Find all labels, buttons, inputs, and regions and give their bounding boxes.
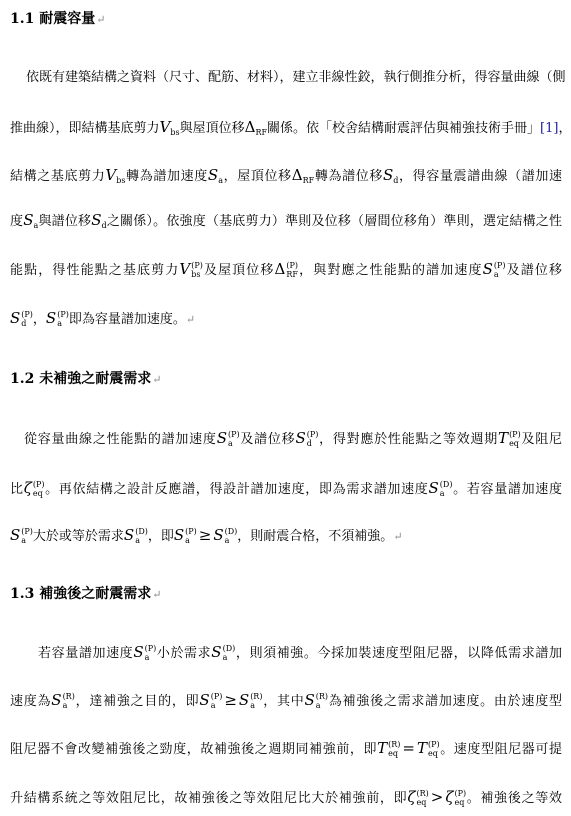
math-symbol: $V_{bs}$ xyxy=(159,118,180,137)
math-symbol: S (P) a xyxy=(133,643,157,662)
citation-ref: [1] xyxy=(540,121,559,136)
math-symbol: S (D) a xyxy=(213,526,238,545)
text-line: 若容量譜加速度S (P) a 小於需求S (D) a ，則須補強。今採加裝速度型阻尼器，以降低需求譜加 xyxy=(38,643,562,662)
math-symbol: Δ (P) RF xyxy=(274,260,298,279)
math-operator: ≥ xyxy=(198,526,212,544)
section-heading-1-3: 1.3 補強後之耐震需求↵ xyxy=(10,586,162,602)
text-line: 速度為S (R) a ，達補強之目的，即S (P) a ≥ S (R) a ，其中S (R) a 為補強後之需求譜加速度。由於速度型 xyxy=(10,691,562,710)
text-line: 度$S_a$與譜位移$S_d$之關係）。依強度（基底剪力）準則及位移（層間位移角）準則，選定結構之性 xyxy=(10,211,562,230)
text-line: 從容量曲線之性能點的譜加速度S (P) a 及譜位移S (P) d ，得對應於性能點之等效週期T (P) eq 及阻尼 xyxy=(24,429,562,448)
paragraph-mark: ↵ xyxy=(152,373,162,386)
math-symbol: S (P) a xyxy=(45,309,69,328)
math-symbol: S (R) a xyxy=(238,691,263,710)
paragraph-mark: ↵ xyxy=(96,13,106,26)
math-symbol: S (P) d xyxy=(295,429,319,448)
text-line: 結構之基底剪力$V_{bs}$轉為譜加速度$S_a$，屋頂位移$\Delta_{RF}$轉為譜位移$S_d$，得容量震譜曲線（譜加速 xyxy=(10,166,562,185)
math-operator: > xyxy=(430,788,444,806)
math-symbol: S (D) a xyxy=(211,643,236,662)
math-symbol: S (R) a xyxy=(51,691,75,710)
text-line: S (P) a 大於或等於需求S (D) a ，即S (P) a ≥ S (D) a ，則耐震合格，不須補強。↵ xyxy=(10,526,403,545)
math-symbol: ζ (P) eq xyxy=(23,479,45,498)
paragraph-mark: ↵ xyxy=(152,588,162,601)
math-symbol: $\Delta_{RF}$ xyxy=(291,166,315,185)
math-symbol: S (P) a xyxy=(482,260,506,279)
math-symbol: S (P) d xyxy=(10,309,33,328)
text-line: 能點，得性能點之基底剪力V (P) bs 及屋頂位移Δ (P) RF ，與對應之性能點的譜加速度S (P) a 及譜位移 xyxy=(10,260,562,279)
paragraph-mark: ↵ xyxy=(185,313,196,326)
text-line: 依既有建築結構之資料（尺寸、配筋、材料），建立非線性鉸，執行側推分析，得容量曲線（側 xyxy=(26,70,566,85)
math-symbol: $S_a$ xyxy=(207,166,223,185)
text-line: 推曲線），即結構基底剪力$V_{bs}$與屋頂位移$\Delta_{RF}$關係。依「校舍結構耐震評估與補強技術手冊」[1]， xyxy=(10,118,571,137)
math-symbol: S (R) a xyxy=(304,691,329,710)
math-symbol: T (R) eq xyxy=(377,739,401,758)
text-line: 阻尼器不會改變補強後之勁度，故補強後之週期同補強前，即T (R) eq = T (P) eq 。速度型阻尼器可提 xyxy=(10,739,562,758)
section-heading-1-1: 1.1 耐震容量↵ xyxy=(10,11,106,27)
math-symbol: ζ (P) eq xyxy=(445,788,467,807)
math-symbol: S (D) a xyxy=(123,526,148,545)
math-operator: = xyxy=(402,739,415,757)
math-symbol: $\Delta_{RF}$ xyxy=(244,118,268,137)
math-symbol: V (P) bs xyxy=(179,260,203,279)
text-line: 比ζ (P) eq 。再依結構之設計反應譜，得設計譜加速度，即為需求譜加速度S (D) a 。若容量譜加速度 xyxy=(10,479,562,498)
math-symbol: S (P) a xyxy=(173,526,197,545)
math-symbol: ζ (R) eq xyxy=(407,788,429,807)
math-symbol: S (D) a xyxy=(428,479,453,498)
paragraph-mark: ↵ xyxy=(393,530,403,543)
math-operator: ≥ xyxy=(224,691,237,709)
math-symbol: $S_a$ xyxy=(23,211,39,230)
math-symbol: S (P) a xyxy=(216,429,240,448)
text-line: 升結構系統之等效阻尼比，故補強後之等效阻尼比大於補強前，即ζ (R) eq > ζ (P) eq 。補強後之等效 xyxy=(10,788,562,807)
math-symbol: S (P) a xyxy=(199,691,223,710)
text-line: S (P) d ，S (P) a 即為容量譜加速度。↵ xyxy=(10,309,196,328)
math-symbol: T (P) eq xyxy=(416,739,440,758)
math-symbol: $S_d$ xyxy=(383,166,399,185)
math-symbol: S (P) a xyxy=(10,526,33,545)
math-symbol: $S_d$ xyxy=(91,211,107,230)
section-heading-1-2: 1.2 未補強之耐震需求↵ xyxy=(10,371,162,387)
math-symbol: T (P) eq xyxy=(498,429,521,448)
math-symbol: $V_{bs}$ xyxy=(105,166,126,185)
